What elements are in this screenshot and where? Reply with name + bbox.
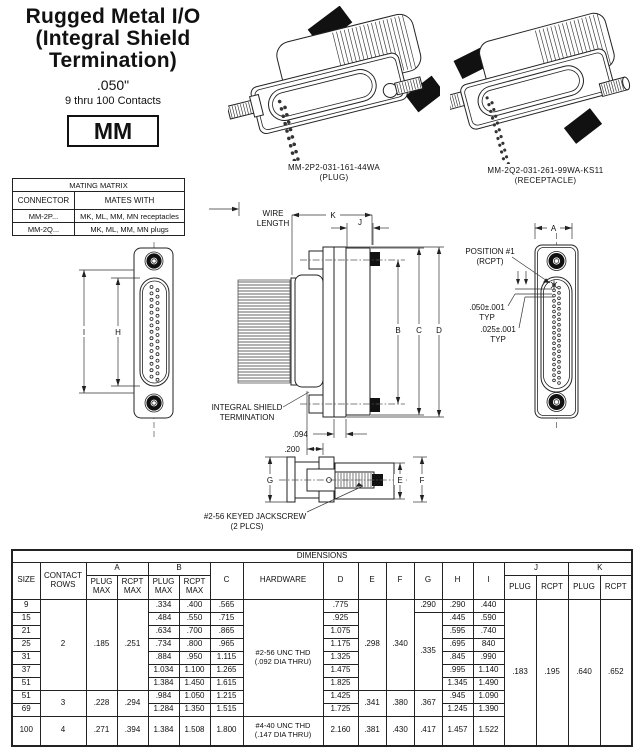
cell-b-plug: .984 [148, 690, 179, 703]
cell-b-rcpt: .700 [179, 625, 210, 638]
cell-a-rcpt: .251 [117, 599, 148, 690]
cell-d: 1.475 [323, 664, 358, 677]
mating-matrix-col-connector: CONNECTOR [13, 192, 75, 210]
dim-label-e: E [397, 476, 403, 485]
receptacle-caption [448, 166, 643, 186]
cell-e: .298 [358, 599, 386, 690]
col-header-i: I [473, 562, 504, 599]
wire-length-label-1: WIRE [262, 209, 284, 218]
receptacle-illustration [450, 4, 642, 164]
cell-h: .945 [442, 690, 473, 703]
page-title-line2: (Integral Shield [35, 27, 191, 50]
cell-size: 51 [12, 677, 40, 690]
position-1-sublabel: (RCPT) [476, 257, 504, 266]
cell-connector: MM-2P... [13, 210, 75, 223]
cell-c: 1.265 [210, 664, 243, 677]
cell-b-rcpt: 1.350 [179, 703, 210, 716]
plug-type-label: (PLUG) [319, 173, 349, 182]
cell-i: 1.390 [473, 703, 504, 716]
plug-caption [228, 163, 440, 183]
cell-mates-with: MK, ML, MM, MN receptacles [75, 210, 185, 223]
cell-b-plug: 1.384 [148, 677, 179, 690]
cell-d: .925 [323, 612, 358, 625]
cell-i: 1.140 [473, 664, 504, 677]
receptacle-part-number: MM-2Q2-031-261-99WA-KS11 [487, 166, 604, 175]
col-header-f: F [386, 562, 414, 599]
cell-size: 51 [12, 690, 40, 703]
cell-g: .417 [414, 716, 442, 746]
cell-b-rcpt: .950 [179, 651, 210, 664]
col-header-j-plug: PLUG [504, 575, 536, 599]
col-header-j: J [504, 562, 568, 575]
cell-c: 1.115 [210, 651, 243, 664]
col-header-g: G [414, 562, 442, 599]
cell-b-rcpt: 1.508 [179, 716, 210, 746]
plug-part-number: MM-2P2-031-161-44WA [287, 163, 381, 172]
contact-range-label: 9 thru 100 Contacts [64, 95, 161, 107]
dimensions-table-title: DIMENSIONS [12, 550, 632, 562]
table-row [13, 223, 185, 236]
cell-a-plug: .185 [86, 599, 117, 690]
dim-label-c: C [416, 326, 422, 335]
jackscrew-note-1: #2-56 KEYED JACKSCREW [203, 512, 307, 521]
col-header-c: C [210, 562, 243, 599]
col-header-a-plug-max: PLUG MAX [86, 575, 117, 599]
cell-g: .290 [414, 599, 442, 612]
cell-b-plug: .634 [148, 625, 179, 638]
pitch-050-label: .050±.001 [469, 303, 505, 312]
cell-h: .290 [442, 599, 473, 612]
integral-shield-label-1: INTEGRAL SHIELD [211, 403, 283, 412]
mating-matrix-col-mates-with: MATES WITH [75, 192, 185, 210]
front-view-drawing [55, 240, 215, 440]
cell-a-rcpt: .294 [117, 690, 148, 716]
cell-a-rcpt: .394 [117, 716, 148, 746]
cell-g: .335 [414, 612, 442, 690]
cell-c: .865 [210, 625, 243, 638]
cell-size: 21 [12, 625, 40, 638]
cell-d: 1.075 [323, 625, 358, 638]
cell-b-plug: .484 [148, 612, 179, 625]
col-header-d: D [323, 562, 358, 599]
cell-d: 1.425 [323, 690, 358, 703]
dim-label-b: B [395, 326, 401, 335]
cell-e: .381 [358, 716, 386, 746]
cell-b-rcpt: 1.450 [179, 677, 210, 690]
col-header-b-plug-max: PLUG MAX [148, 575, 179, 599]
cell-size: 31 [12, 651, 40, 664]
cell-i: 1.522 [473, 716, 504, 746]
cell-size: 9 [12, 599, 40, 612]
position-1-label: POSITION #1 [465, 247, 515, 256]
col-header-hardware: HARDWARE [243, 562, 323, 599]
col-header-a: A [86, 562, 148, 575]
receptacle-type-label: (RECEPTACLE) [514, 176, 577, 185]
cell-h: .845 [442, 651, 473, 664]
cell-mates-with: MK, ML, MM, MN plugs [75, 223, 185, 236]
col-header-b-rcpt-max: RCPT MAX [179, 575, 210, 599]
cell-contact-rows: 2 [40, 599, 86, 690]
cell-b-rcpt: 1.100 [179, 664, 210, 677]
cell-b-rcpt: .800 [179, 638, 210, 651]
cell-c: 1.800 [210, 716, 243, 746]
cell-e: .341 [358, 690, 386, 716]
cell-b-rcpt: .400 [179, 599, 210, 612]
page-title: Rugged Metal I/O [25, 5, 201, 28]
col-header-h: H [442, 562, 473, 599]
face-view-drawing [455, 215, 640, 555]
dim-label-j: J [358, 218, 362, 227]
cell-size: 25 [12, 638, 40, 651]
cell-c: .965 [210, 638, 243, 651]
cell-c: 1.615 [210, 677, 243, 690]
cell-b-rcpt: .550 [179, 612, 210, 625]
cell-c: 1.215 [210, 690, 243, 703]
cell-i: .440 [473, 599, 504, 612]
cell-i: 840 [473, 638, 504, 651]
cell-d: 1.175 [323, 638, 358, 651]
cell-h: 1.345 [442, 677, 473, 690]
cell-h: 1.245 [442, 703, 473, 716]
cell-c: 1.515 [210, 703, 243, 716]
cell-size: 15 [12, 612, 40, 625]
cell-b-plug: .334 [148, 599, 179, 612]
wire-length-label-2: LENGTH [256, 219, 290, 228]
dim-label-i: I [82, 328, 86, 337]
cell-b-plug: 1.284 [148, 703, 179, 716]
pitch-025-typ: TYP [490, 335, 506, 344]
cell-b-plug: 1.034 [148, 664, 179, 677]
cell-h: 1.457 [442, 716, 473, 746]
cell-b-plug: .734 [148, 638, 179, 651]
dim-label-h: H [115, 328, 121, 337]
cell-hardware: #4-40 UNC THD (.147 DIA THRU) [243, 716, 323, 746]
dim-label-200: .200 [284, 445, 300, 454]
dimensions-table [11, 549, 633, 747]
cell-h: .445 [442, 612, 473, 625]
cell-a-plug: .271 [86, 716, 117, 746]
cell-j-plug: .183 [504, 599, 536, 746]
col-header-contact-rows: CONTACT ROWS [40, 562, 86, 599]
cell-connector: MM-2Q... [13, 223, 75, 236]
cell-d: 1.825 [323, 677, 358, 690]
cell-size: 69 [12, 703, 40, 716]
cell-d: 2.160 [323, 716, 358, 746]
dim-label-a: A [550, 224, 557, 233]
title-block [4, 6, 222, 147]
table-row [13, 210, 185, 223]
cell-i: .590 [473, 612, 504, 625]
pitch-label: .050" [96, 77, 130, 93]
cell-hardware: #2-56 UNC THD (.092 DIA THRU) [243, 599, 323, 716]
cell-size: 37 [12, 664, 40, 677]
cell-a-plug: .228 [86, 690, 117, 716]
series-code-box: MM [67, 115, 159, 147]
cell-c: .565 [210, 599, 243, 612]
pitch-050-typ: TYP [479, 313, 495, 322]
cell-h: .595 [442, 625, 473, 638]
col-header-a-rcpt-max: RCPT MAX [117, 575, 148, 599]
plug-illustration [228, 6, 440, 161]
jackscrew-note-2: (2 PLCS) [230, 522, 264, 531]
cell-k-rcpt: .652 [600, 599, 632, 746]
pitch-025-label: .025±.001 [480, 325, 516, 334]
col-header-b: B [148, 562, 210, 575]
col-header-k: K [568, 562, 632, 575]
dim-label-f: F [419, 476, 425, 485]
cell-contact-rows: 3 [40, 690, 86, 716]
table-row [12, 599, 632, 612]
cell-f: .380 [386, 690, 414, 716]
cell-g: .367 [414, 690, 442, 716]
mating-matrix-table [12, 178, 185, 236]
cell-i: .990 [473, 651, 504, 664]
col-header-j-rcpt: RCPT [536, 575, 568, 599]
cell-b-plug: 1.384 [148, 716, 179, 746]
col-header-e: E [358, 562, 386, 599]
col-header-k-rcpt: RCPT [600, 575, 632, 599]
cell-c: .715 [210, 612, 243, 625]
cell-i: .740 [473, 625, 504, 638]
dim-label-g: G [266, 476, 274, 485]
cell-i: 1.090 [473, 690, 504, 703]
cell-j-rcpt: .195 [536, 599, 568, 746]
cell-size: 100 [12, 716, 40, 746]
cell-b-plug: .884 [148, 651, 179, 664]
cell-k-plug: .640 [568, 599, 600, 746]
integral-shield-label-2: TERMINATION [219, 413, 275, 422]
cell-b-rcpt: 1.050 [179, 690, 210, 703]
cell-h: .995 [442, 664, 473, 677]
cell-d: .775 [323, 599, 358, 612]
dim-label-k: K [330, 211, 336, 220]
cell-d: 1.725 [323, 703, 358, 716]
mating-matrix-title: MATING MATRIX [13, 179, 185, 192]
dim-label-094: .094 [292, 430, 308, 439]
cell-d: 1.325 [323, 651, 358, 664]
cell-contact-rows: 4 [40, 716, 86, 746]
col-header-size: SIZE [12, 562, 40, 599]
cell-h: .695 [442, 638, 473, 651]
cell-f: .340 [386, 599, 414, 690]
page-title-line3: Termination) [48, 49, 177, 72]
cell-i: 1.490 [473, 677, 504, 690]
dim-label-d: D [436, 326, 442, 335]
col-header-k-plug: PLUG [568, 575, 600, 599]
cell-f: .430 [386, 716, 414, 746]
